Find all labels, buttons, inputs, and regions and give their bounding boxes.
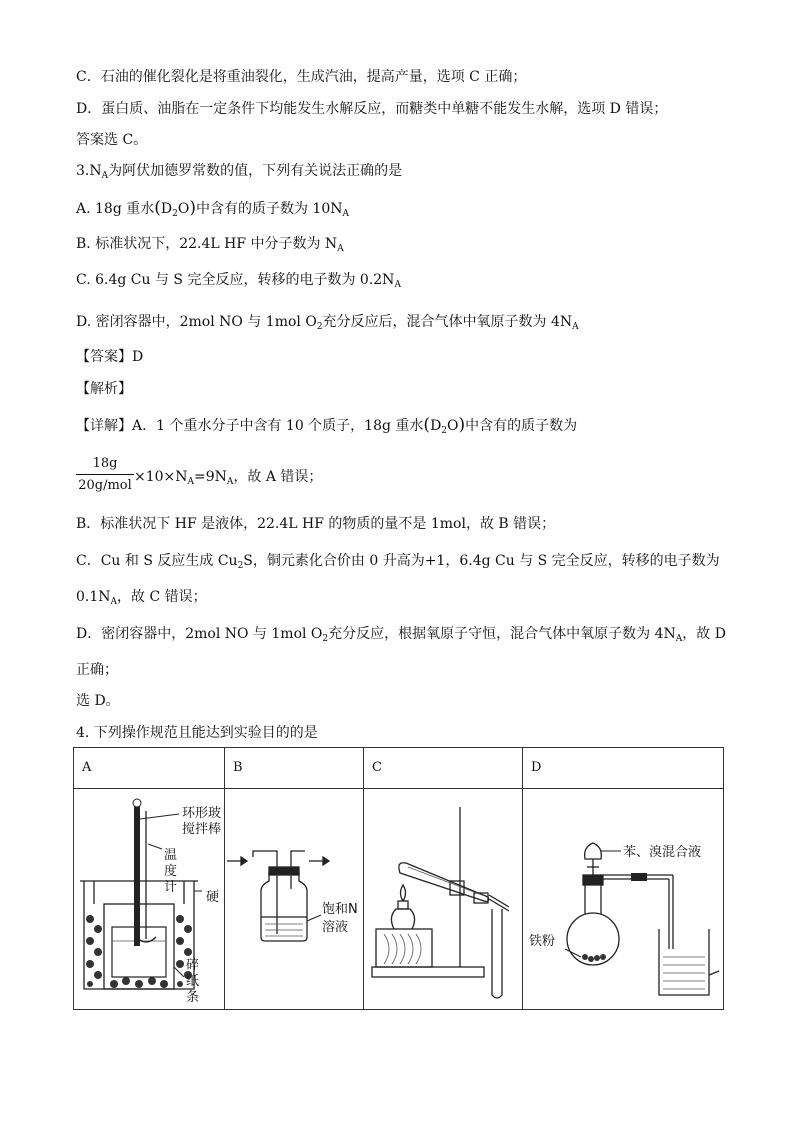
options-table bbox=[73, 747, 724, 1010]
apparatus-a-cell bbox=[74, 789, 225, 1010]
apparatus-d-cell bbox=[523, 789, 724, 1010]
apparatus-b-cell bbox=[225, 789, 364, 1010]
answer-previous: 答案选 C。 bbox=[76, 132, 148, 148]
detail-d-line-1: D．密闭容器中，2mol NO 与 1mol $O_2$充分反应，根据氧原子守恒，混合气体中氧原子数为 $4N_A$，故 D bbox=[76, 626, 726, 644]
gas-washing-bottle-diagram bbox=[225, 789, 363, 1005]
label-thermometer-2: 度 bbox=[164, 864, 178, 879]
answer-line: 【答案】D bbox=[76, 349, 144, 365]
label-benzene-bromine: 苯、溴混合液 bbox=[623, 845, 702, 860]
detail-c-line-2: $0.1N_A$，故 C 错误； bbox=[76, 589, 207, 607]
calorimeter-diagram bbox=[74, 789, 224, 1005]
option-d-previous: D．蛋白质、油脂在一定条件下均能发生水解反应，而糖类中单糖不能发生水解，选项 D 错误； bbox=[76, 101, 668, 117]
label-hard: 硬 bbox=[206, 890, 220, 905]
label-stirrer: 搅拌棒 bbox=[182, 822, 222, 837]
heating-tube-diagram bbox=[364, 789, 522, 1005]
fraction-tail: $\times 10\times N_A=9N_A$，故 A 错误； bbox=[134, 469, 323, 487]
question-3-option-b: B. 标准状况下，22.4L HF 中分子数为 $N_A$ bbox=[76, 236, 344, 254]
label-scrap-3: 条 bbox=[186, 990, 200, 1005]
detail-a-line: 【详解】A．1 个重水分子中含有 10 个质子，18g 重水$(D_2O)$中含有的质子数为 bbox=[76, 415, 578, 436]
question-4-stem: 4. 下列操作规范且能达到实验目的的是 bbox=[76, 725, 318, 741]
label-thermometer-3: 计 bbox=[164, 880, 178, 895]
analysis-label: 【解析】 bbox=[76, 381, 132, 397]
label-saturated: 饱和N bbox=[322, 902, 358, 917]
label-scrap-2: 纸 bbox=[186, 974, 200, 989]
label-thermometer-1: 温 bbox=[164, 848, 178, 863]
detail-d-line-2: 正确； bbox=[76, 662, 118, 678]
apparatus-c-cell bbox=[364, 789, 523, 1010]
bromobenzene-diagram bbox=[523, 789, 723, 1005]
detail-c-line-1: C．Cu 和 S 反应生成 $Cu_2S$，铜元素化合价由 0 升高为+1，6.4g Cu 与 S 完全反应，转移的电子数为 bbox=[76, 553, 720, 571]
choose-line: 选 D。 bbox=[76, 693, 120, 709]
label-ring-glass: 环形玻 bbox=[182, 806, 222, 821]
label-scrap-1: 碎 bbox=[186, 958, 200, 973]
header-d-cell: D bbox=[523, 748, 724, 789]
detail-b-line: B．标准状况下 HF 是液体，22.4L HF 的物质的量不是 1mol，故 B 错误； bbox=[76, 516, 556, 532]
fraction-denominator: 20g/mol bbox=[78, 478, 132, 493]
header-c-cell: C bbox=[364, 748, 523, 789]
question-3-stem: $3.N_A$为阿伏加德罗常数的值，下列有关说法正确的是 bbox=[76, 163, 403, 181]
question-3-option-a: A. 18g 重水$(D_2O)$中含有的质子数为 $10N_A$ bbox=[76, 198, 349, 219]
fraction-numerator: 18g bbox=[76, 456, 134, 475]
header-b-cell: B bbox=[225, 748, 364, 789]
label-iron-powder: 铁粉 bbox=[529, 934, 556, 949]
question-3-option-d: D. 密闭容器中，2mol NO 与 1mol $O_2$充分反应后，混合气体中氧原子数为 $4N_A$ bbox=[76, 314, 579, 332]
question-3-option-c: C. 6.4g Cu 与 S 完全反应，转移的电子数为 $0.2N_A$ bbox=[76, 272, 401, 290]
fraction bbox=[76, 456, 134, 493]
label-solution: 溶液 bbox=[322, 920, 349, 935]
header-a-cell: A bbox=[74, 748, 225, 789]
option-c-previous: C．石油的催化裂化是将重油裂化，生成汽油，提高产量，选项 C 正确； bbox=[76, 69, 527, 85]
